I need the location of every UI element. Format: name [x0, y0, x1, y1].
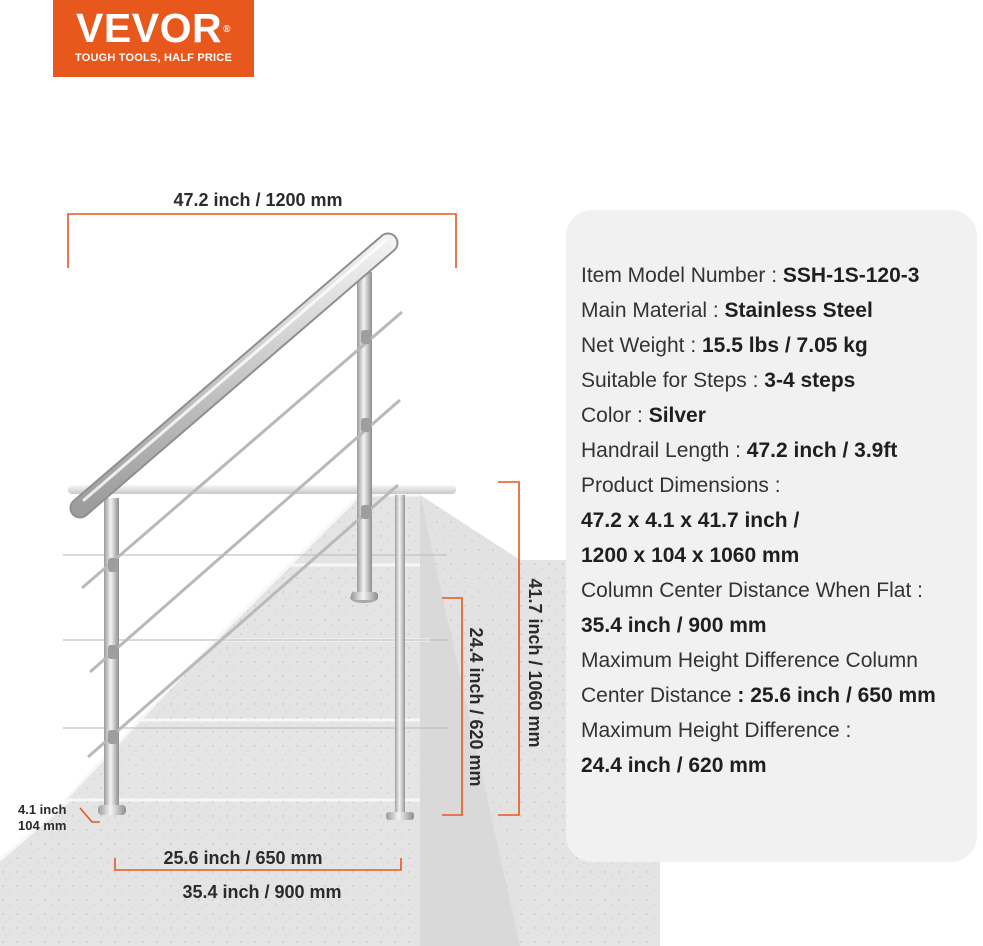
- dim-height-difference: 24.4 inch / 620 mm: [466, 627, 486, 787]
- dim-base-depth-inch: 4.1 inch: [18, 802, 67, 817]
- logo-tagline: TOUGH TOOLS, HALF PRICE: [75, 52, 232, 64]
- spec-row: Net Weight : 15.5 lbs / 7.05 kg: [581, 334, 868, 357]
- logo-wordmark: VEVOR®: [76, 5, 231, 51]
- spec-row: Maximum Height Difference :: [581, 719, 852, 742]
- dim-base-depth-mm: 104 mm: [18, 818, 67, 833]
- spec-row: Item Model Number : SSH-1S-120-3: [581, 264, 920, 287]
- registered-mark: ®: [223, 24, 231, 35]
- spec-list: [581, 258, 983, 783]
- dim-total-height: 41.7 inch / 1060 mm: [525, 578, 545, 748]
- spec-row: 24.4 inch / 620 mm: [581, 754, 767, 777]
- spec-row: 47.2 x 4.1 x 41.7 inch /: [581, 509, 800, 532]
- spec-row: Suitable for Steps : 3-4 steps: [581, 369, 856, 392]
- spec-row: 35.4 inch / 900 mm: [581, 614, 767, 637]
- dim-column-distance-slope: 25.6 inch / 650 mm: [163, 848, 323, 868]
- spec-row: Product Dimensions :: [581, 474, 781, 497]
- spec-row: Main Material : Stainless Steel: [581, 299, 873, 322]
- dim-column-distance-flat: 35.4 inch / 900 mm: [182, 882, 342, 902]
- spec-row: Maximum Height Difference Column: [581, 649, 918, 672]
- spec-row: Handrail Length : 47.2 inch / 3.9ft: [581, 439, 898, 462]
- spec-row: Center Distance : 25.6 inch / 650 mm: [581, 684, 936, 707]
- staircase: [0, 495, 660, 946]
- spec-row: Column Center Distance When Flat :: [581, 579, 923, 602]
- spec-row: Color : Silver: [581, 404, 706, 427]
- spec-row: 1200 x 104 x 1060 mm: [581, 544, 800, 567]
- dim-top-width: 47.2 inch / 1200 mm: [173, 190, 343, 210]
